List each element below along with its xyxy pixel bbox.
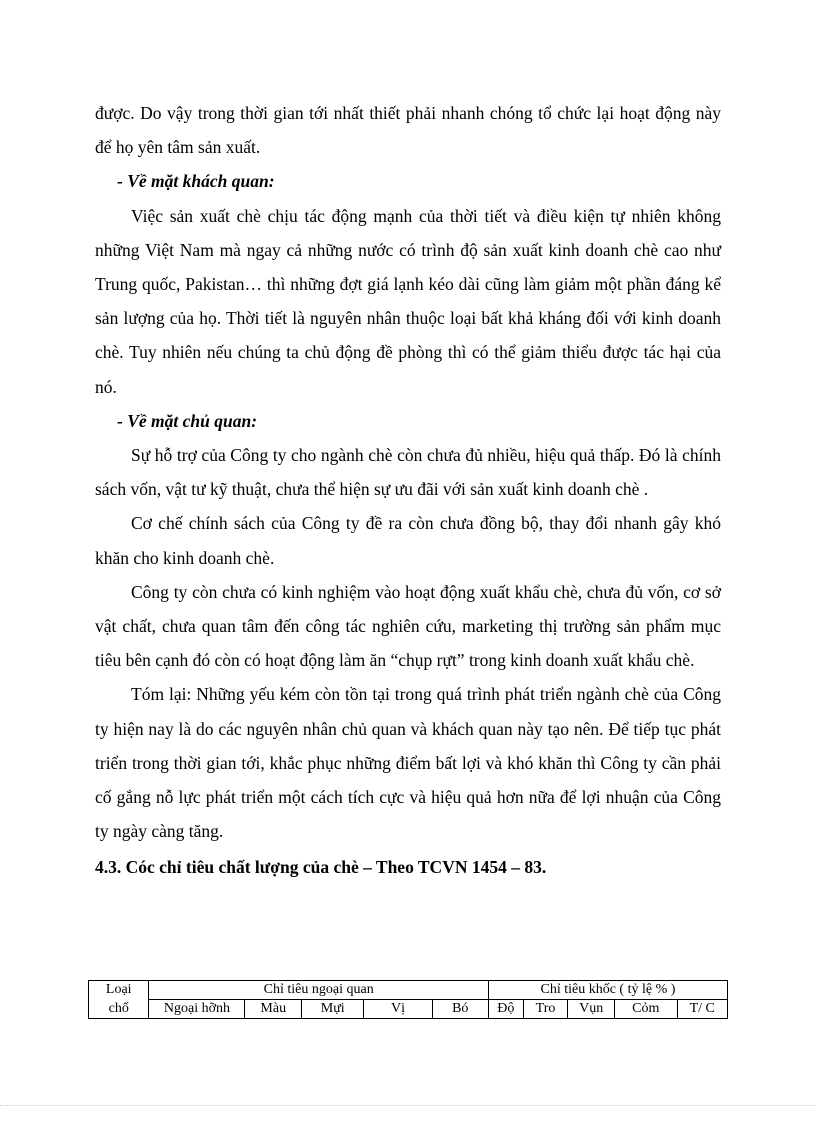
table-group-header-external: Chỉ tiêu ngoại quan (149, 981, 488, 1000)
table-subheader-cell: Cỏm (615, 1000, 677, 1019)
table-subheader-cell: Độ (488, 1000, 523, 1019)
paragraph-5: Sự hỗ trợ của Công ty cho ngành chè còn chưa đủ nhiều, hiệu quả thấp. Đó là chính sách vốn, vật tư kỹ thuật, chưa thể hiện sự ưu đãi với sản xuất kinh doanh chè . (95, 445, 721, 500)
section-heading: 4.3. Cóc chỉ tiêu chất lượng của chè – Theo TCVN 1454 – 83. (95, 857, 547, 878)
table-subheader-cell: Mựi (302, 1000, 364, 1019)
table-header-cell: Loại (89, 981, 149, 1000)
table-subheader-cell: T/ C (677, 1000, 728, 1019)
table-subheader-cell: Vị (364, 1000, 432, 1019)
paragraph-7: Công ty còn chưa có kinh nghiệm vào hoạt động xuất khẩu chè, chưa đủ vốn, cơ sở vật chất, chưa quan tâm đến công tác nghiên cứu, marketing thị trường sản phẩm mục tiêu bên cạnh đó còn có hoạt động làm ăn “chụp rựt” trong kinh doanh xuất khẩu chè. (95, 581, 721, 671)
paragraph-8: Tóm lại: Những yếu kém còn tồn tại trong quá trình phát triển ngành chè của Công ty hiện nay là do các nguyên nhân chủ quan và khách quan này tạo nên. Để tiếp tục phát triển trong thời gian tới, khắc phục những điểm bất lợi và khó khăn thì Công ty cần phải cố gắng nỗ lực phát triển một cách tích cực và hiệu quả hơn nữa để lợi nhuận của Công ty ngày càng tăng. (95, 684, 721, 842)
table-header-cell: chố (89, 1000, 149, 1019)
document-body (95, 96, 721, 885)
table-subheader-cell: Vụn (568, 1000, 615, 1019)
table-subheader-cell: Bó (432, 1000, 488, 1019)
subheading-objective: - Về mặt khách quan: (117, 171, 275, 192)
table-header-row (89, 981, 728, 1000)
quality-spec-table (88, 980, 728, 1019)
paragraph-6: Cơ chế chính sách của Công ty đề ra còn chưa đồng bộ, thay đổi nhanh gây khó khăn cho kinh doanh chè. (95, 513, 721, 568)
subheading-subjective: - Về mặt chủ quan: (117, 410, 258, 431)
table-subheader-row (89, 1000, 728, 1019)
table-subheader-cell: Màu (245, 1000, 302, 1019)
table-subheader-cell: Tro (523, 1000, 568, 1019)
paragraph-1: được. Do vậy trong thời gian tới nhất thiết phải nhanh chóng tổ chức lại hoạt động này để họ yên tâm sản xuất. (95, 103, 721, 158)
table-subheader-cell: Ngoại hỡnh (149, 1000, 245, 1019)
table-group-header-chemical: Chỉ tiêu khốc ( tỷ lệ % ) (488, 981, 727, 1000)
paragraph-3: Việc sản xuất chè chịu tác động mạnh của thời tiết và điều kiện tự nhiên không những Việt Nam mà ngay cả những nước có trình độ sản xuất kinh doanh chè cao như Trung quốc, Pakistan… thì những đợt giá lạnh kéo dài cũng làm giảm một phần đáng kể sản lượng của họ. Thời tiết là nguyên nhân thuộc loại bất khả kháng đối với kinh doanh chè. Tuy nhiên nếu chúng ta chủ động đề phòng thì có thể giảm thiểu được tác hại của nó. (95, 205, 721, 397)
page-bottom-divider (0, 1105, 816, 1106)
